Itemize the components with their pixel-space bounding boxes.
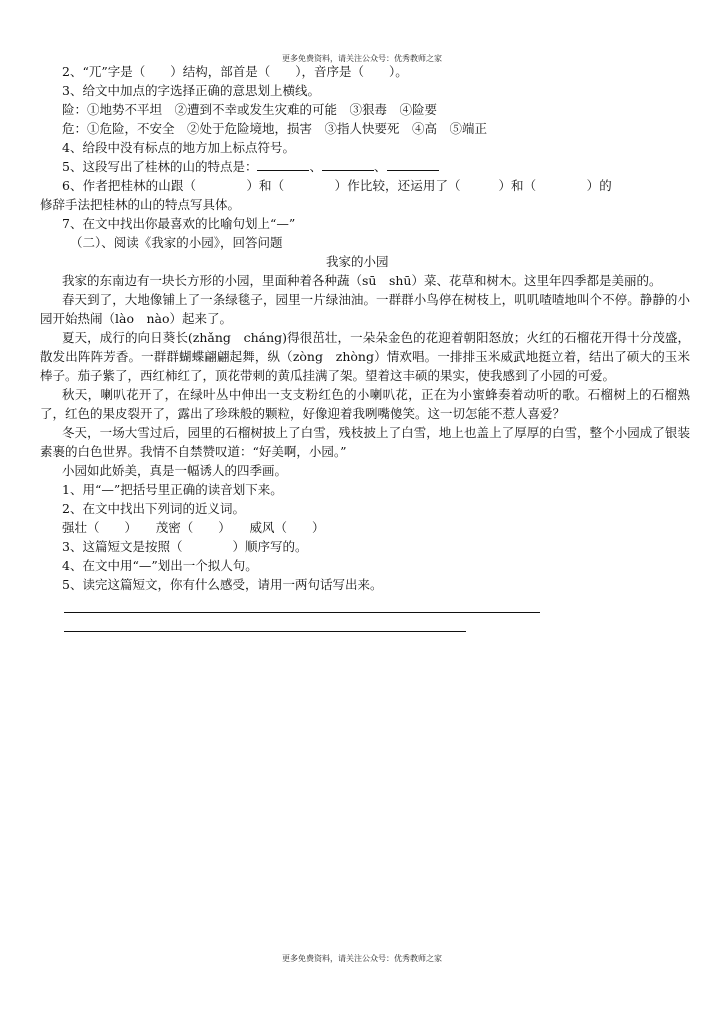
question-line: 4、给段中没有标点的地方加上标点符号。 (62, 140, 295, 155)
page-header: 更多免费资料，请关注公众号：优秀教师之家 (282, 54, 442, 63)
separator: 、 (309, 159, 322, 174)
option-line: 险：①地势不平坦 ②遭到不幸或发生灾难的可能 ③狠毒 ④险要 (62, 102, 438, 117)
synonym-blanks: 强壮（ ） 茂密（ ） 威风（ ） (62, 520, 325, 535)
essay-paragraph: 夏天，成行的向日葵长(zhǎng cháng)得很茁壮，一朵朵金色的花迎着朝阳怒放；火红的石榴花开得十分茂盛，散发出阵阵芳香。一群群蝴蝶翩翩起舞，纵（zòng zhòng）情欢唱。一排排玉米威武地挺立着，结出了硕大的玉米棒子。茄子紫了，西红柿红了，顶花带刺的黄瓜挂满了架。望着这丰硕的果实，使我感到了小园的可爱。 (40, 330, 690, 383)
question-line: 5、读完这篇短文，你有什么感受，请用一两句话写出来。 (62, 577, 383, 592)
essay-paragraph: 我家的东南边有一块长方形的小园，里面种着各种蔬（sū shū）菜、花草和树木。这里年四季都是美丽的。 (62, 273, 662, 288)
answer-blank[interactable] (387, 160, 439, 171)
question-line: 6、作者把桂林的山跟（ ）和（ ）作比较，还运用了（ ）和（ ）的 (62, 178, 612, 193)
page-footer: 更多免费资料，请关注公众号：优秀教师之家 (282, 954, 442, 963)
question-line: 2、在文中找出下列词的近义词。 (62, 501, 245, 516)
essay-paragraph: 冬天，一场大雪过后，园里的石榴树披上了白雪，残枝披上了白雪，地上也盖上了厚厚的白雪，整个小园成了银装素裹的白色世界。我情不自禁赞叹道：“好美啊，小园。” (40, 425, 690, 459)
essay-paragraph: 秋天，喇叭花开了，在绿叶丛中伸出一支支粉红色的小喇叭花，正在为小蜜蜂奏着动听的歌。石榴树上的石榴熟了，红色的果皮裂开了，露出了珍珠般的颗粒，好像迎着我咧嘴傻笑。这一切怎能不惹人喜爱？ (40, 387, 690, 421)
question-line: 1、用“—”把括号里正确的读音划下来。 (62, 482, 283, 497)
question-line: 3、这篇短文是按照（ ）顺序写的。 (62, 539, 308, 554)
answer-blank[interactable] (322, 160, 374, 171)
question-line-continued: 修辞手法把桂林的山的特点写具体。 (40, 197, 241, 212)
answer-blank[interactable] (257, 160, 309, 171)
essay-paragraph: 春天到了，大地像铺上了一条绿毯子，园里一片绿油油。一群群小鸟停在树枝上，叽叽喳喳地叫个不停。静静的小园开始热闹（lào nào）起来了。 (40, 292, 690, 326)
section-heading: （二）、阅读《我家的小园》，回答问题 (70, 235, 283, 250)
separator: 、 (373, 159, 387, 174)
worksheet-body (40, 62, 690, 632)
option-line: 危：①危险，不安全 ②处于危险境地，损害 ③指人快要死 ④高 ⑤端正 (62, 121, 488, 136)
question-line-blanks (62, 157, 690, 176)
question-line: 3、给文中加点的字选择正确的意思划上横线。 (62, 83, 320, 98)
question-text: 5、这段写出了桂林的山的特点是： (62, 159, 258, 174)
question-line: 7、在文中找出你最喜欢的比喻句划上“—” (62, 216, 296, 231)
question-line: 2、“兀”字是（ ）结构，部首是（ ），音序是（ ）。 (62, 64, 408, 79)
question-line: 4、在文中用“—”划出一个拟人句。 (62, 558, 258, 573)
essay-title: 我家的小园 (326, 254, 389, 269)
essay-paragraph: 小园如此娇美，真是一幅诱人的四季画。 (62, 463, 288, 478)
answer-line[interactable] (64, 612, 540, 613)
answer-line[interactable] (64, 631, 466, 632)
